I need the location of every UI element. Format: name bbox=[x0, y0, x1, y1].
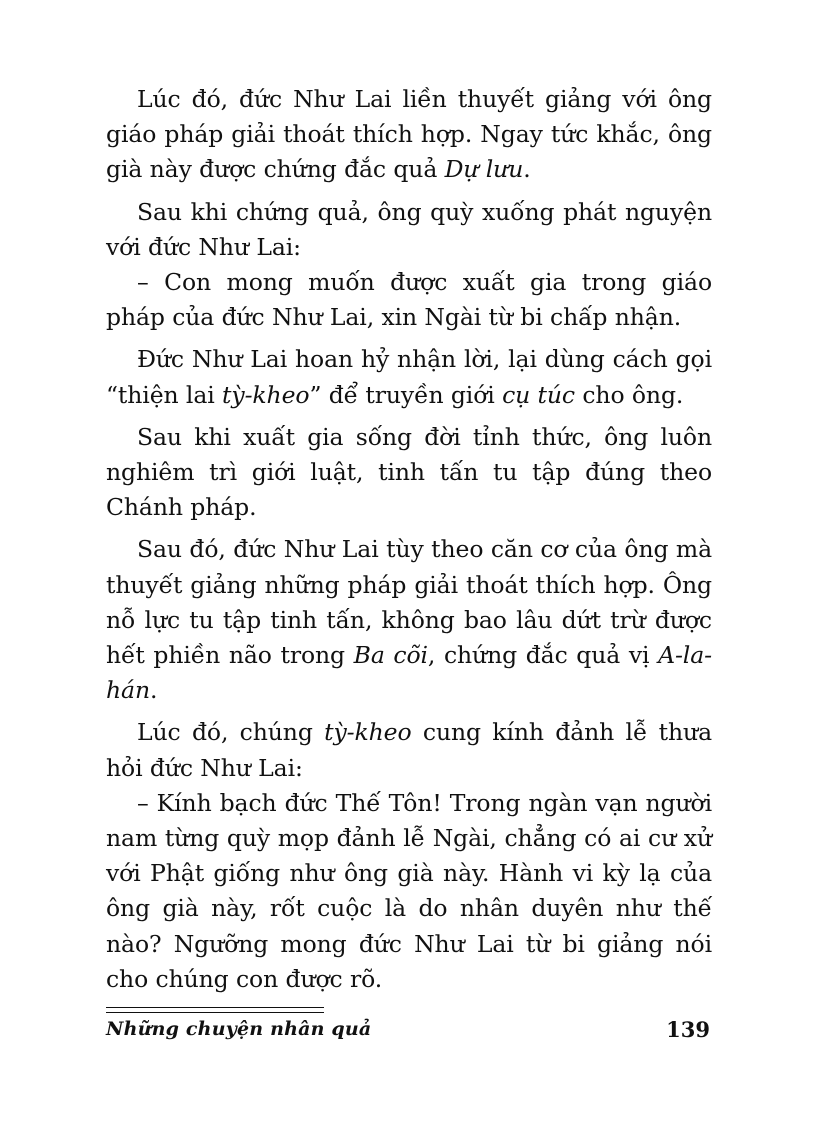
text-run: . bbox=[149, 676, 158, 705]
text-run: Lúc đó, chúng bbox=[137, 718, 325, 747]
text-run: Sau khi chứng quả, ông quỳ xuống phát nguyện với đức Như Lai: bbox=[106, 197, 712, 261]
text-run: Đức Như Lai hoan hỷ nhận lời, lại dùng cách gọi “thiện lai bbox=[106, 345, 712, 409]
text-run: – Kính bạch đức Thế Tôn! Trong ngàn vạn người nam từng quỳ mọp đảnh lễ Ngài, chẳng có ai cư xử với Phật giống như ông già này. Hành vi kỳ lạ của ông già này, rốt cuộc là do nhân duyên như thế nào? Ngưỡng mong đức Như Lai từ bi giảng nói cho chúng con được rõ. bbox=[106, 788, 712, 993]
paragraph bbox=[106, 342, 712, 412]
text-run: cung kính đảnh lễ thưa hỏi đức Như Lai: bbox=[106, 718, 712, 782]
text-run: – Con mong muốn được xuất gia trong giáo pháp của đức Như Lai, xin Ngài từ bi chấp nhận. bbox=[106, 268, 712, 332]
text-run: . bbox=[523, 155, 531, 184]
italic-term: A-la-hán bbox=[106, 641, 712, 705]
paragraph bbox=[106, 420, 712, 526]
paragraph bbox=[106, 265, 712, 335]
text-run: , chứng đắc quả vị bbox=[427, 641, 659, 670]
italic-term: Dự lưu bbox=[444, 155, 524, 184]
text-run: cho ông. bbox=[574, 380, 684, 409]
italic-term: Ba cõi bbox=[353, 641, 428, 670]
paragraph bbox=[106, 82, 712, 188]
italic-term: tỳ-kheo bbox=[324, 718, 412, 747]
italic-term: cụ túc bbox=[502, 380, 575, 409]
italic-term: tỳ-kheo bbox=[222, 380, 310, 409]
footer-rule-top bbox=[106, 1007, 324, 1008]
body-text bbox=[106, 82, 712, 1004]
text-run: ” để truyền giới bbox=[309, 380, 503, 409]
text-run: Sau đó, đức Như Lai tùy theo căn cơ của ông mà thuyết giảng những pháp giải thoát thích hợp. Ông nỗ lực tu tập tinh tấn, không bao lâu dứt trừ được hết phiền não trong bbox=[106, 535, 712, 670]
paragraph bbox=[106, 195, 712, 265]
paragraph bbox=[106, 715, 712, 785]
footer-rule-bottom bbox=[106, 1012, 324, 1013]
footer-book-title: Những chuyện nhân quả bbox=[106, 1018, 372, 1040]
text-run: Sau khi xuất gia sống đời tỉnh thức, ông luôn nghiêm trì giới luật, tinh tấn tu tập đúng theo Chánh pháp. bbox=[106, 422, 712, 522]
paragraph bbox=[106, 532, 712, 708]
text-run: Lúc đó, đức Như Lai liền thuyết giảng với ông giáo pháp giải thoát thích hợp. Ngay tức khắc, ông già này được chứng đắc quả bbox=[106, 85, 712, 184]
page-number: 139 bbox=[666, 1017, 710, 1042]
paragraph bbox=[106, 786, 712, 997]
